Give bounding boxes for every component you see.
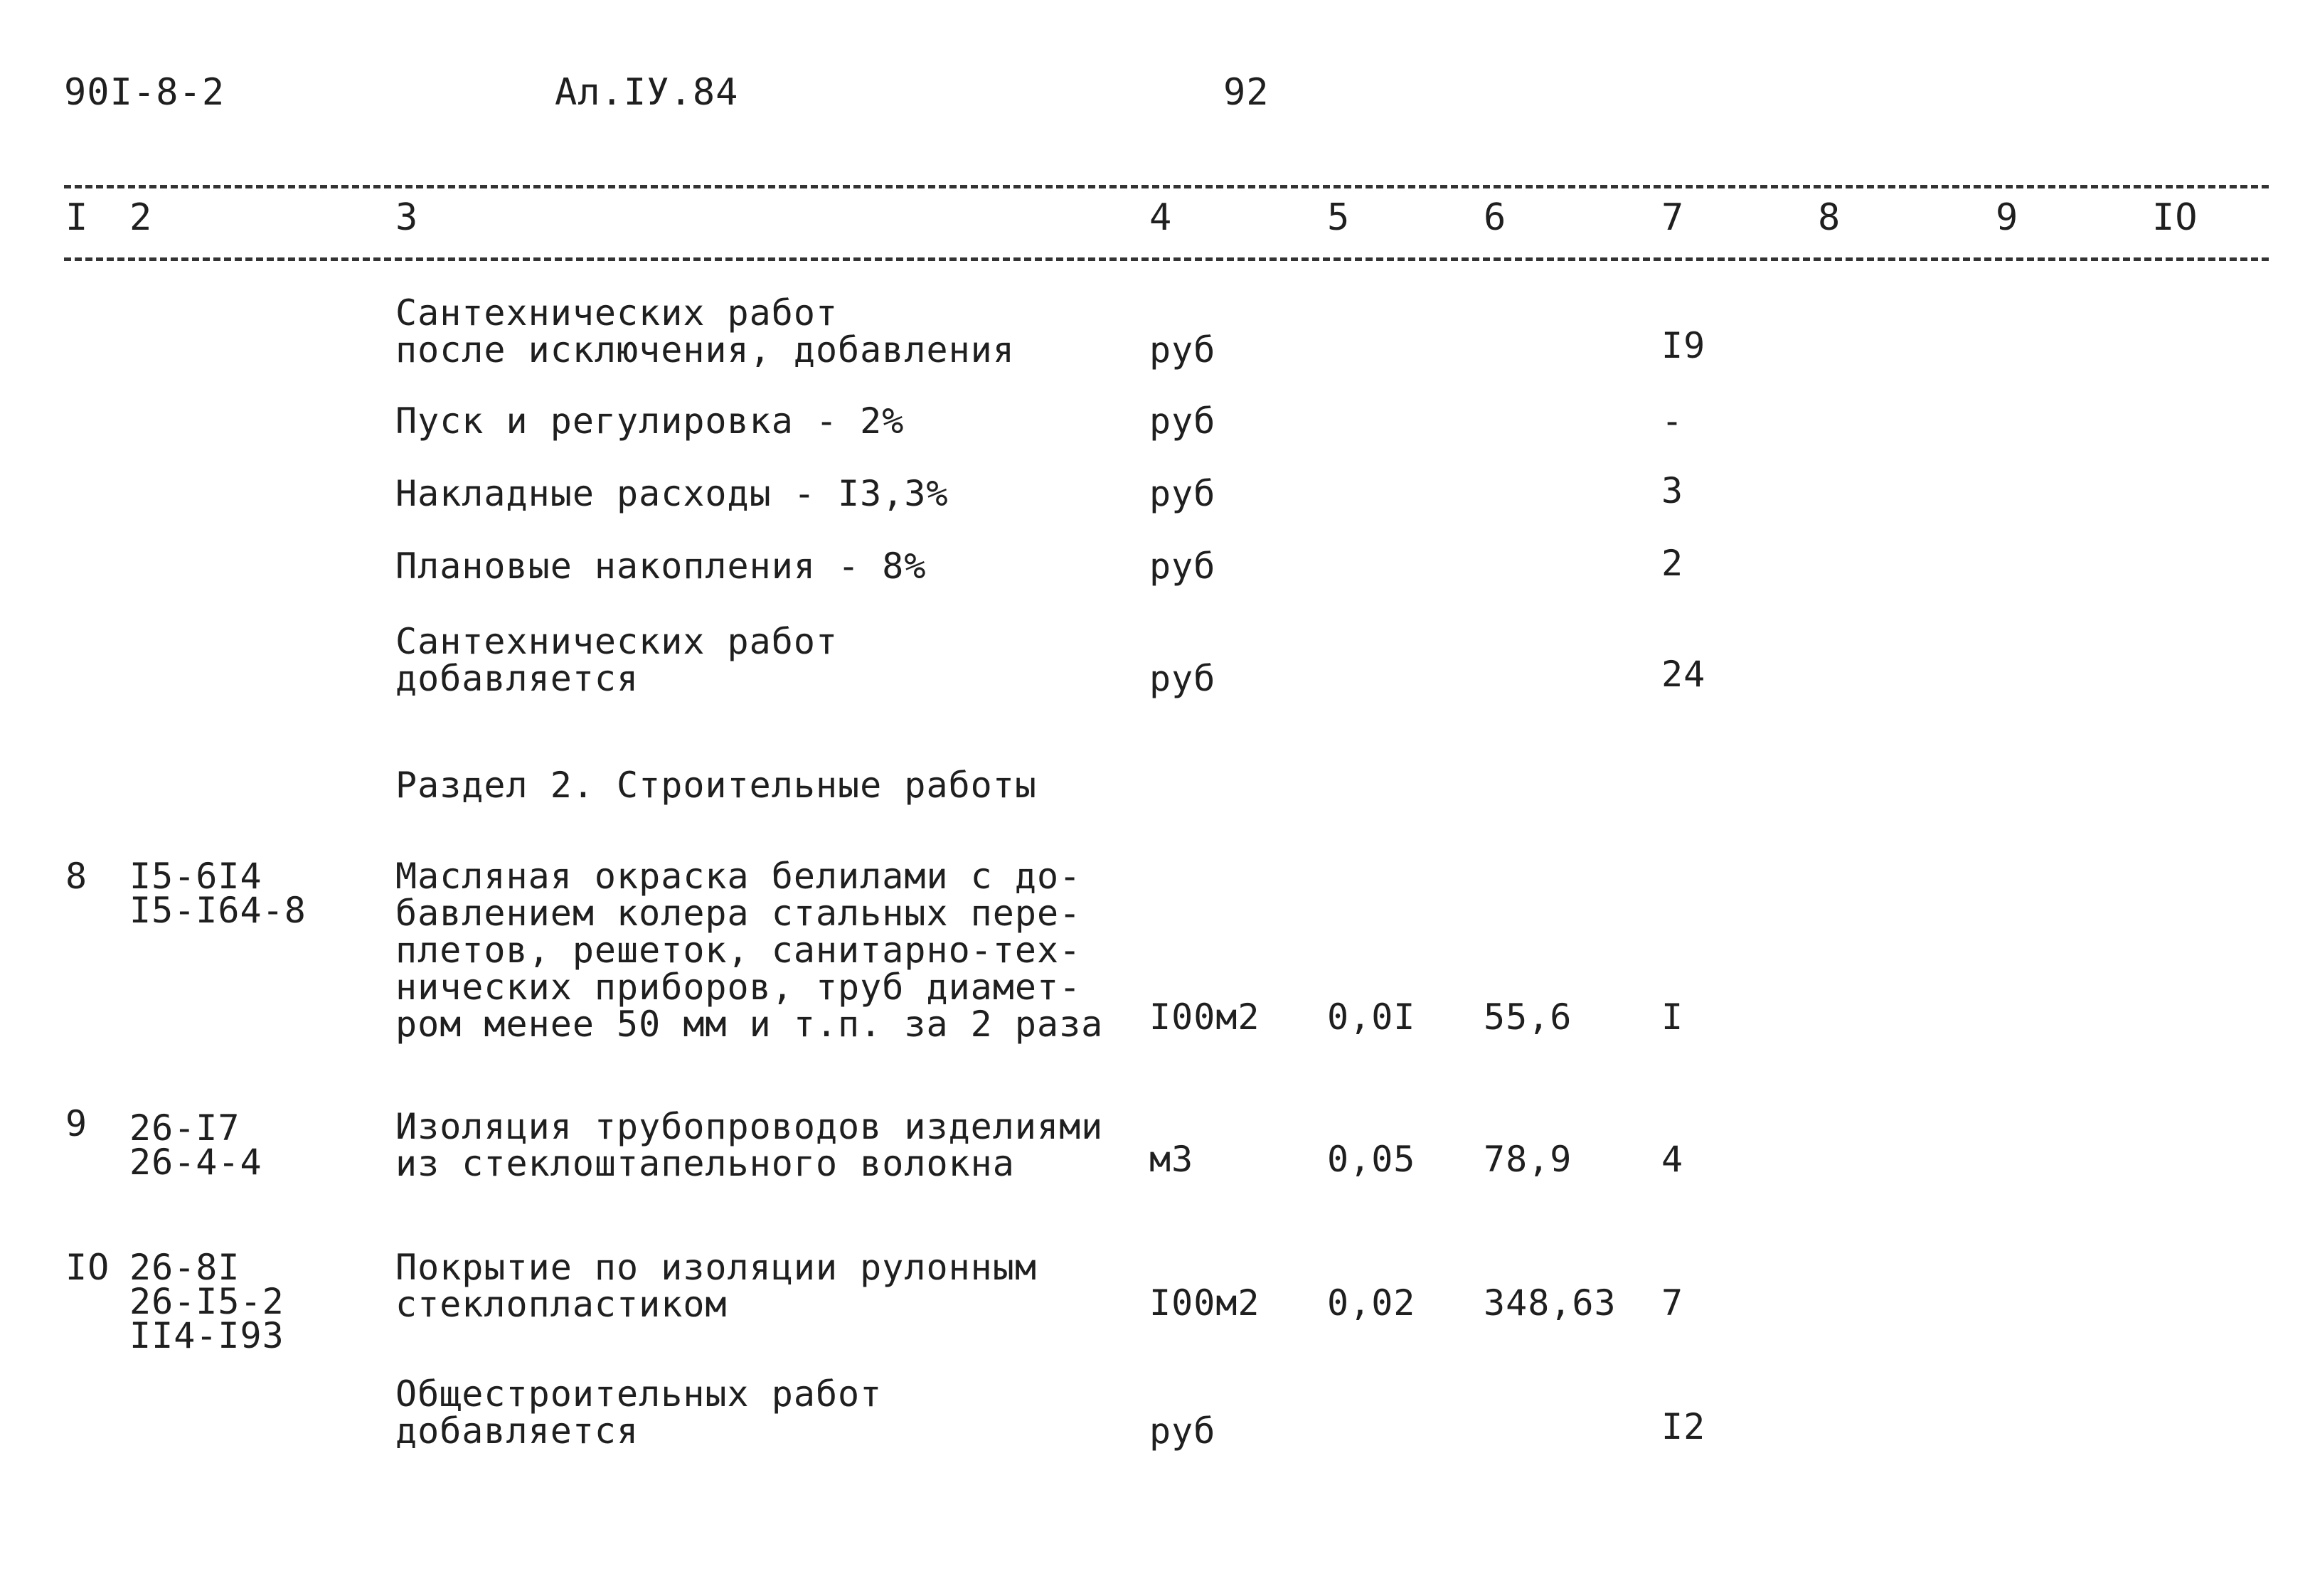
row-unit: I00м2 bbox=[1149, 996, 1260, 1038]
row-code: 26-I7 bbox=[129, 1107, 240, 1149]
row-description-line: после исключения, добавления bbox=[395, 329, 1015, 371]
row-description-line: Изоляция трубопроводов изделиями bbox=[395, 1106, 1104, 1147]
col-number-5: 5 bbox=[1327, 196, 1351, 239]
row-unit: руб bbox=[1149, 1410, 1216, 1452]
row-description-line: Сантехнических работ bbox=[395, 292, 839, 334]
col-number-4: 4 bbox=[1149, 196, 1173, 239]
row-col7-value: 24 bbox=[1661, 654, 1706, 695]
row-number: 8 bbox=[65, 856, 88, 897]
row-col7-value: - bbox=[1661, 400, 1684, 442]
header-bottom-rule bbox=[64, 257, 2269, 261]
col-number-6: 6 bbox=[1484, 196, 1507, 239]
page-number: 92 bbox=[1223, 71, 1270, 114]
row-number: 9 bbox=[65, 1103, 88, 1144]
col-number-8: 8 bbox=[1818, 196, 1841, 239]
row-description-line: Общестроительных работ bbox=[395, 1373, 883, 1415]
col-number-2: 2 bbox=[129, 196, 153, 239]
row-col7-value: 4 bbox=[1661, 1139, 1684, 1180]
row-col7-value: 2 bbox=[1661, 543, 1684, 584]
row-description-line: стеклопластиком bbox=[395, 1284, 728, 1325]
album-number: Ал.IУ.84 bbox=[555, 71, 739, 114]
row-code: I5-I64-8 bbox=[129, 890, 307, 931]
row-unit: руб bbox=[1149, 329, 1216, 371]
row-col5-value: 0,05 bbox=[1327, 1139, 1416, 1180]
row-description-line: бавлением колера стальных пере- bbox=[395, 893, 1082, 934]
row-code: 26-4-4 bbox=[129, 1142, 262, 1183]
row-col5-value: 0,02 bbox=[1327, 1282, 1416, 1324]
row-description-line: ром менее 50 мм и т.п. за 2 раза bbox=[395, 1004, 1104, 1045]
section-heading: Раздел 2. Строительные работы bbox=[395, 765, 1037, 806]
row-col7-value: 7 bbox=[1661, 1282, 1684, 1324]
header-top-rule bbox=[64, 185, 2269, 188]
row-number: IO bbox=[65, 1247, 110, 1288]
row-unit: руб bbox=[1149, 658, 1216, 699]
row-code: I5-6I4 bbox=[129, 856, 262, 897]
row-unit: руб bbox=[1149, 546, 1216, 587]
row-description-line: Плановые накопления - 8% bbox=[395, 546, 927, 587]
col-number-9: 9 bbox=[1996, 196, 2019, 239]
row-unit: руб bbox=[1149, 400, 1216, 442]
row-description-line: добавляется bbox=[395, 658, 639, 699]
row-description-line: Накладные расходы - I3,3% bbox=[395, 473, 949, 514]
row-description-line: Масляная окраска белилами с до- bbox=[395, 856, 1082, 897]
row-col7-value: I bbox=[1661, 996, 1684, 1038]
row-unit: I00м2 bbox=[1149, 1282, 1260, 1324]
row-code: II4-I93 bbox=[129, 1315, 284, 1356]
row-description-line: Пуск и регулировка - 2% bbox=[395, 400, 905, 442]
row-description-line: из стеклоштапельного волокна bbox=[395, 1143, 1015, 1184]
row-unit: м3 bbox=[1149, 1139, 1194, 1180]
row-unit: руб bbox=[1149, 473, 1216, 514]
row-code: 26-I5-2 bbox=[129, 1281, 284, 1322]
row-col6-value: 78,9 bbox=[1484, 1139, 1572, 1180]
row-col7-value: I2 bbox=[1661, 1406, 1706, 1447]
row-description-line: нических приборов, труб диамет- bbox=[395, 967, 1082, 1008]
row-col7-value: 3 bbox=[1661, 470, 1684, 511]
col-number-7: 7 bbox=[1661, 196, 1685, 239]
row-col6-value: 55,6 bbox=[1484, 996, 1572, 1038]
row-description-line: Покрытие по изоляции рулонным bbox=[395, 1247, 1037, 1288]
row-description-line: плетов, решеток, санитарно-тех- bbox=[395, 930, 1082, 971]
col-number-1: I bbox=[65, 196, 89, 239]
row-col6-value: 348,63 bbox=[1484, 1282, 1617, 1324]
document-code: 90I-8-2 bbox=[64, 71, 225, 114]
col-number-3: 3 bbox=[395, 196, 419, 239]
row-description-line: Сантехнических работ bbox=[395, 621, 839, 662]
col-number-10: IO bbox=[2152, 196, 2198, 239]
row-col5-value: 0,0I bbox=[1327, 996, 1416, 1038]
row-col7-value: I9 bbox=[1661, 325, 1706, 366]
row-description-line: добавляется bbox=[395, 1410, 639, 1452]
row-code: 26-8I bbox=[129, 1247, 240, 1288]
